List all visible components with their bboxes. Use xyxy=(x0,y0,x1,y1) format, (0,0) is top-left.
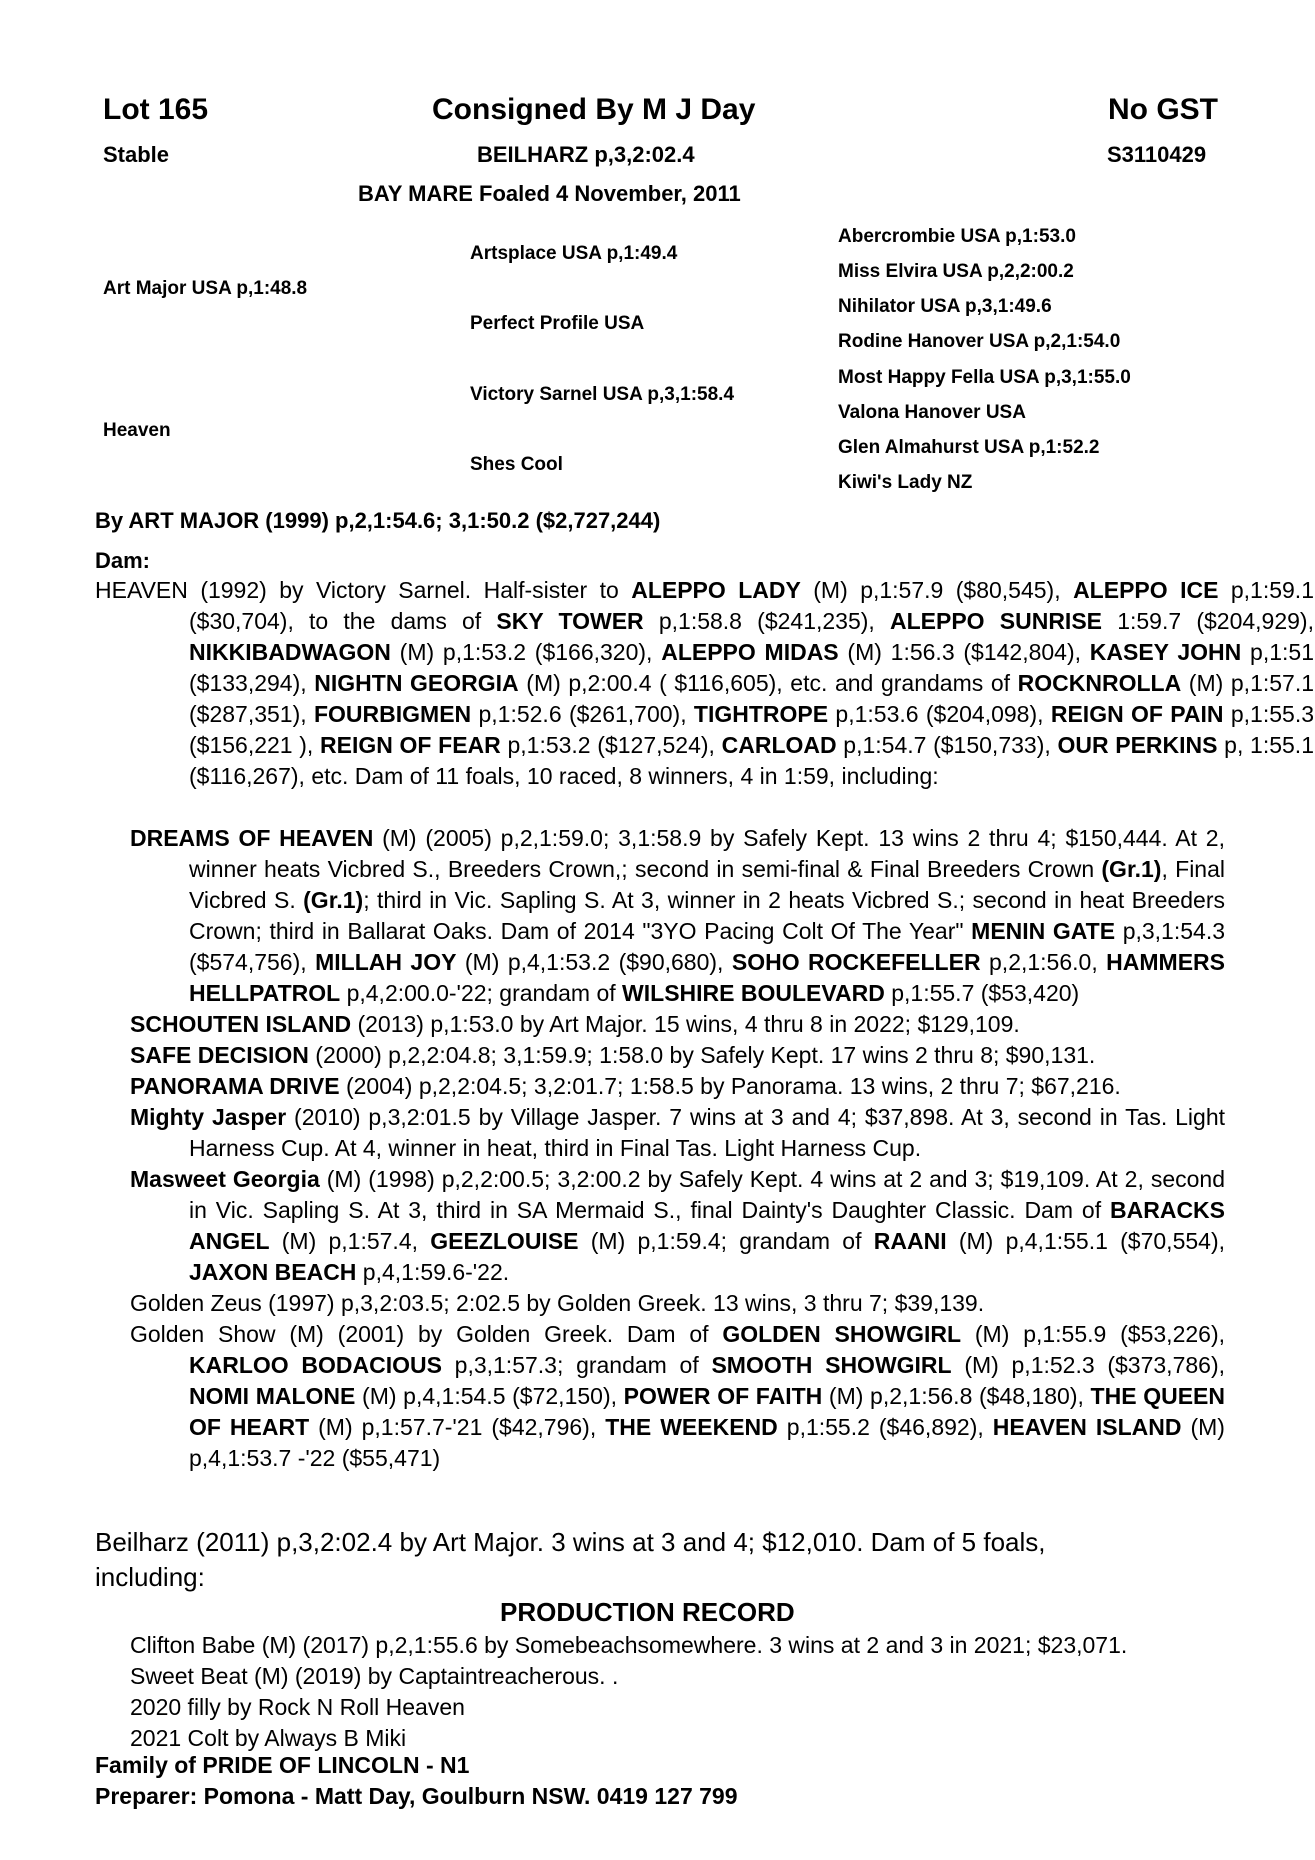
lot-number: Lot 165 xyxy=(103,93,209,126)
horse-name: (Gr.1) xyxy=(1101,856,1162,882)
record-text: p,1:53.2 ($127,524), xyxy=(500,732,722,758)
registration-code: S3110429 xyxy=(1107,142,1207,167)
record-text: (2000) p,2,2:04.8; 3,1:59.9; 1:58.0 by Safely Kept. 17 wins 2 thru 8; $90,131. xyxy=(308,1042,1096,1068)
record-text: (M) 1:56.3 ($142,804), xyxy=(838,639,1090,665)
horse-name: Mighty Jasper xyxy=(130,1104,287,1130)
horse-name: THE QUEEN OF HEART xyxy=(189,1383,1225,1440)
record-text: (2010) p,3,2:01.5 by Village Jasper. 7 wins at 3 and 4; $37,898. At 3, second in Tas. Light Harness Cup. At 4, winner in heat, third in Final Tas. Light Harness Cup. xyxy=(189,1104,1226,1161)
production-item: 2020 filly by Rock N Roll Heaven xyxy=(130,1694,465,1720)
preparer-line: Preparer: Pomona - Matt Day, Goulburn NSW. 0419 127 799 xyxy=(95,1783,738,1809)
horse-name: ALEPPO ICE xyxy=(1073,577,1219,603)
record-text: p,4,1:59.6-'22. xyxy=(356,1259,510,1285)
produce-entry-golden-show xyxy=(130,1319,1225,1474)
dam-label: Dam: xyxy=(95,548,151,573)
horse-name: ALEPPO LADY xyxy=(631,577,801,603)
beilharz-paragraph: Beilharz (2011) p,3,2:02.4 by Art Major. 3 wins at 3 and 4; $12,010. Dam of 5 foals, including: xyxy=(95,1527,1046,1592)
record-text: Golden Show (M) (2001) by Golden Greek. Dam of xyxy=(130,1321,723,1347)
record-text: (M) p,4,1:54.5 ($72,150), xyxy=(355,1383,624,1409)
production-item: 2021 Colt by Always B Miki xyxy=(130,1725,407,1751)
pedigree-g1: Abercrombie USA p,1:53.0 xyxy=(838,226,1076,247)
record-text: p,1:55.2 ($46,892), xyxy=(777,1414,993,1440)
horse-name: HEAVEN ISLAND xyxy=(992,1414,1182,1440)
pedigree-g8: Kiwi's Lady NZ xyxy=(838,472,973,493)
dam-paragraph xyxy=(95,575,1314,792)
pedigree-dam-sire: Victory Sarnel USA p,3,1:58.4 xyxy=(470,384,735,405)
horse-name: KARLOO BODACIOUS xyxy=(189,1352,442,1378)
production-list xyxy=(130,1630,1127,1754)
record-text: p,1:53.6 ($204,098), xyxy=(828,701,1051,727)
horse-name: CARLOAD xyxy=(721,732,837,758)
produce-entry-masweet-georgia xyxy=(130,1164,1225,1288)
horse-name: SKY TOWER xyxy=(496,608,644,634)
pedigree-dam-dam: Shes Cool xyxy=(470,454,563,475)
pedigree-sire: Art Major USA p,1:48.8 xyxy=(103,278,308,299)
produce-entry-mighty-jasper xyxy=(130,1102,1225,1164)
pedigree-g2: Miss Elvira USA p,2,2:00.2 xyxy=(838,261,1074,282)
record-text: (M) (2005) p,2,1:59.0; 3,1:58.9 by Safely Kept. 13 wins 2 thru 4; $150,444. At 2, winner heats Vicbred S., Breeders Crown,; second in semi-final & Final Breeders Crown xyxy=(189,825,1225,882)
record-text: p,1:59.1 ($30,704), to the dams of xyxy=(189,577,1314,634)
horse-name: RAANI xyxy=(873,1228,947,1254)
record-text: (M) p,1:52.3 ($373,786), xyxy=(951,1352,1225,1378)
horse-name: ALEPPO SUNRISE xyxy=(890,608,1103,634)
horse-title: BEILHARZ p,3,2:02.4 xyxy=(477,142,695,167)
record-text: (M) p,1:59.4; grandam of xyxy=(578,1228,874,1254)
horse-name: KASEY JOHN xyxy=(1089,639,1242,665)
horse-name: MENIN GATE xyxy=(971,918,1116,944)
production-item: Sweet Beat (M) (2019) by Captaintreacherous. . xyxy=(130,1663,619,1689)
produce-entry-dreams-of-heaven xyxy=(130,823,1225,1009)
record-text: (M) (1998) p,2,2:00.5; 3,2:00.2 by Safely Kept. 4 wins at 2 and 3; $19,109. At 2, second in Vic. Sapling S. At 3, third in SA Mermaid S., final Dainty's Daughter Classic. Dam of xyxy=(189,1166,1225,1223)
record-text: (M) p,1:57.9 ($80,545), xyxy=(800,577,1074,603)
horse-name: FOURBIGMEN xyxy=(313,701,472,727)
stable-label: Stable xyxy=(103,142,170,167)
record-text: p,4,2:00.0-'22; grandam of xyxy=(340,980,623,1006)
horse-name: ALEPPO MIDAS xyxy=(661,639,839,665)
record-text: 1:59.7 ($204,929), xyxy=(1102,608,1314,634)
record-text: (M) p,1:55.9 ($53,226), xyxy=(961,1321,1225,1347)
production-item: Clifton Babe (M) (2017) p,2,1:55.6 by Somebeachsomewhere. 3 wins at 2 and 3 in 2021; $23,071. xyxy=(130,1632,1128,1658)
produce-entry-schouten-island xyxy=(130,1009,1225,1040)
production-record-title: PRODUCTION RECORD xyxy=(500,1597,795,1627)
record-text: (M) p,1:53.2 ($166,320), xyxy=(390,639,662,665)
record-text: (M) p,4,1:53.7 -'22 ($55,471) xyxy=(189,1414,1225,1471)
horse-name: DREAMS OF HEAVEN xyxy=(130,825,374,851)
horse-name: HAMMERS HELLPATROL xyxy=(189,949,1226,1006)
pedigree-g7: Glen Almahurst USA p,1:52.2 xyxy=(838,437,1100,458)
pedigree-g5: Most Happy Fella USA p,3,1:55.0 xyxy=(838,367,1131,388)
horse-name: BARACKS ANGEL xyxy=(189,1197,1225,1254)
horse-name: OUR PERKINS xyxy=(1057,732,1218,758)
horse-name: SAFE DECISION xyxy=(130,1042,309,1068)
dam-paragraph-text xyxy=(95,575,1315,792)
pedigree-g3: Nihilator USA p,3,1:49.6 xyxy=(838,296,1052,317)
record-text: p,2,1:56.0, xyxy=(980,949,1107,975)
record-text: (2013) p,1:53.0 by Art Major. 15 wins, 4 thru 8 in 2022; $129,109. xyxy=(351,1011,1020,1037)
record-text: (M) p,4,1:53.2 ($90,680), xyxy=(456,949,732,975)
record-text: p,1:54.7 ($150,733), xyxy=(836,732,1058,758)
record-text: (M) p,4,1:55.1 ($70,554), xyxy=(946,1228,1225,1254)
record-text: p,1:55.3 ($156,221 ), xyxy=(189,701,1315,758)
horse-name: NIGHTN GEORGIA xyxy=(314,670,519,696)
horse-name: REIGN OF PAIN xyxy=(1050,701,1224,727)
pedigree-dam: Heaven xyxy=(103,420,171,441)
horse-name: PANORAMA DRIVE xyxy=(130,1073,340,1099)
horse-name: SCHOUTEN ISLAND xyxy=(130,1011,352,1037)
horse-description: BAY MARE Foaled 4 November, 2011 xyxy=(358,181,741,206)
pedigree-sire-sire: Artsplace USA p,1:49.4 xyxy=(470,243,678,264)
horse-name: Masweet Georgia xyxy=(130,1166,320,1192)
horse-name: REIGN OF FEAR xyxy=(320,732,501,758)
record-text: (2004) p,2,2:04.5; 3,2:01.7; 1:58.5 by Panorama. 13 wins, 2 thru 7; $67,216. xyxy=(339,1073,1121,1099)
record-text: p,1:51 ($133,294), xyxy=(189,639,1314,696)
horse-name: SMOOTH SHOWGIRL xyxy=(711,1352,952,1378)
record-text: p, 1:55.1 ($116,267), etc. Dam of 11 foals, 10 raced, 8 winners, 4 in 1:59, including: xyxy=(189,732,1314,789)
record-text: p,1:52.6 ($261,700), xyxy=(471,701,694,727)
pedigree-g6: Valona Hanover USA xyxy=(838,402,1026,423)
record-text: (M) p,2,1:56.8 ($48,180), xyxy=(822,1383,1091,1409)
record-text: (M) p,2:00.4 ( $116,605), etc. and grandams of xyxy=(518,670,1018,696)
by-line: By ART MAJOR (1999) p,2,1:54.6; 3,1:50.2 ($2,727,244) xyxy=(95,508,661,533)
horse-name: POWER OF FAITH xyxy=(623,1383,823,1409)
record-text: HEAVEN (1992) by Victory Sarnel. Half-sister to xyxy=(95,577,632,603)
horse-name: SOHO ROCKEFELLER xyxy=(731,949,981,975)
horse-name: NOMI MALONE xyxy=(189,1383,356,1409)
record-text: p,1:55.7 ($53,420) xyxy=(884,980,1080,1006)
horse-name: (Gr.1) xyxy=(303,887,364,913)
record-text: , Final Vicbred S. xyxy=(189,856,1225,913)
record-text: Golden Zeus (1997) p,3,2:03.5; 2:02.5 by Golden Greek. 13 wins, 3 thru 7; $39,139. xyxy=(130,1290,985,1316)
horse-name: GOLDEN SHOWGIRL xyxy=(722,1321,962,1347)
record-text: p,3,1:57.3; grandam of xyxy=(441,1352,712,1378)
record-text: p,3,1:54.3 ($574,756), xyxy=(189,918,1225,975)
record-text: (M) p,1:57.4, xyxy=(269,1228,431,1254)
horse-name: TIGHTROPE xyxy=(693,701,829,727)
horse-name: WILSHIRE BOULEVARD xyxy=(622,980,885,1006)
pedigree-g4: Rodine Hanover USA p,2,1:54.0 xyxy=(838,331,1121,352)
record-text: (M) p,1:57.7-'21 ($42,796), xyxy=(309,1414,606,1440)
horse-name: GEEZLOUISE xyxy=(430,1228,579,1254)
produce-entry-panorama-drive xyxy=(130,1071,1225,1102)
horse-name: THE WEEKEND xyxy=(605,1414,778,1440)
consignor: Consigned By M J Day xyxy=(432,93,756,126)
horse-name: MILLAH JOY xyxy=(315,949,457,975)
record-text: (M) p,1:57.1 ($287,351), xyxy=(189,670,1315,727)
horse-name: JAXON BEACH xyxy=(189,1259,357,1285)
horse-name: NIKKIBADWAGON xyxy=(189,639,391,665)
gst-status: No GST xyxy=(1108,93,1218,126)
produce-entry-safe-decision xyxy=(130,1040,1225,1071)
pedigree-sire-dam: Perfect Profile USA xyxy=(470,313,645,334)
record-text: ; third in Vic. Sapling S. At 3, winner in 2 heats Vicbred S.; second in heat Breeders Crown; third in Ballarat Oaks. Dam of 2014 "3YO Pacing Colt Of The Year" xyxy=(189,887,1225,944)
produce-list xyxy=(130,823,1225,1474)
horse-name: ROCKNROLLA xyxy=(1017,670,1182,696)
family-line: Family of PRIDE OF LINCOLN - N1 xyxy=(95,1752,470,1778)
produce-entry-golden-zeus xyxy=(130,1288,1225,1319)
record-text: p,1:58.8 ($241,235), xyxy=(643,608,890,634)
